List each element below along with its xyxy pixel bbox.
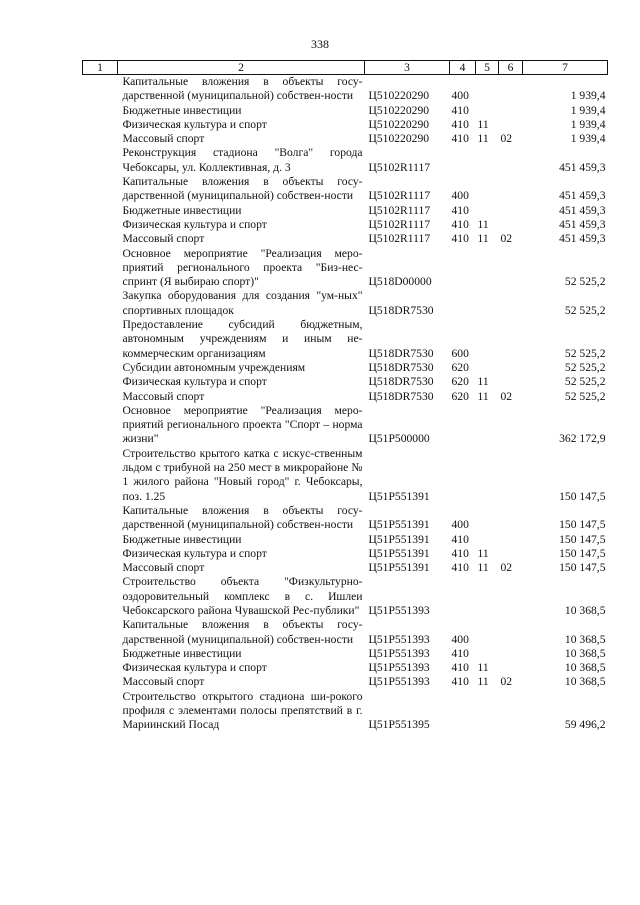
row-col-1 — [83, 289, 118, 318]
row-code: Ц5102R1117 — [368, 160, 431, 174]
row-code: Ц5102R1117 — [368, 203, 431, 217]
row-subsection — [499, 533, 523, 547]
row-code: Ц510220290 — [368, 89, 430, 103]
row-expense-type: 400 — [451, 189, 469, 203]
row-name: Строительство крытого катка с искус-ственным льдом с трибуной на 250 мест в микрорайоне № 1 жилого района "Новый город" г. Чебоксары, поз. 1.25 — [122, 446, 363, 503]
header-col-4: 4 — [450, 61, 476, 75]
table-row — [83, 675, 608, 689]
row-col-1 — [83, 247, 118, 290]
row-expense-type: 620 — [451, 389, 469, 403]
row-section — [476, 247, 499, 290]
row-name: Бюджетные инвестиции — [122, 646, 242, 660]
row-section — [476, 361, 499, 375]
row-section — [476, 104, 499, 118]
row-section: 11 — [477, 375, 489, 389]
row-expense-type: 410 — [451, 675, 469, 689]
row-section: 11 — [477, 546, 489, 560]
row-amount: 52 525,2 — [564, 360, 606, 374]
row-expense-type: 410 — [451, 546, 469, 560]
table-row — [83, 504, 608, 533]
row-code: Ц510220290 — [368, 103, 430, 117]
row-name: Основное мероприятие "Реализация меро-приятий регионального проекта "Биз-нес-спринт (Я выбираю спорт)" — [122, 246, 363, 289]
row-code: Ц51P551391 — [368, 518, 430, 532]
row-code: Ц51P551391 — [368, 489, 430, 503]
row-expense-type: 410 — [451, 661, 469, 675]
row-code: Ц51P551391 — [368, 546, 430, 560]
row-code: Ц51P551391 — [368, 561, 430, 575]
row-amount: 10 368,5 — [564, 603, 606, 617]
row-amount: 1 939,4 — [570, 103, 606, 117]
row-amount: 52 525,2 — [564, 346, 606, 360]
row-subsection: 02 — [500, 389, 513, 403]
row-col-1 — [83, 533, 118, 547]
row-name: Строительство объекта "Физкультурно-оздоровительный комплекс в с. Ишлеи Чебоксарского района Чувашской Рес-публики" — [122, 575, 363, 617]
row-section — [476, 647, 499, 661]
table-header-row — [83, 61, 608, 75]
row-subsection — [499, 146, 523, 175]
row-amount: 10 368,5 — [564, 646, 606, 660]
row-name: Массовый спорт — [122, 389, 205, 403]
row-expense-type — [450, 404, 476, 447]
row-amount: 150 147,5 — [559, 546, 606, 560]
row-amount: 10 368,5 — [564, 661, 606, 675]
row-code: Ц518DR7530 — [368, 360, 434, 374]
row-amount: 150 147,5 — [559, 518, 606, 532]
row-col-1 — [83, 204, 118, 218]
table-row — [83, 533, 608, 547]
row-amount: 1 939,4 — [570, 132, 606, 146]
row-section — [476, 175, 499, 204]
header-col-3: 3 — [365, 61, 450, 75]
row-section — [476, 618, 499, 647]
row-subsection: 02 — [500, 561, 513, 575]
row-amount: 451 459,3 — [559, 217, 606, 231]
row-amount: 150 147,5 — [559, 532, 606, 546]
row-code: Ц510220290 — [368, 117, 430, 131]
row-code: Ц5102R1117 — [368, 232, 431, 246]
row-expense-type: 410 — [451, 203, 469, 217]
row-name: Массовый спорт — [122, 675, 205, 689]
row-col-1 — [83, 675, 118, 689]
row-amount: 59 496,2 — [564, 718, 606, 732]
table-row — [83, 118, 608, 132]
row-subsection — [499, 218, 523, 232]
row-col-1 — [83, 118, 118, 132]
row-code: Ц51P551393 — [368, 675, 430, 689]
table-row — [83, 247, 608, 290]
row-col-1 — [83, 504, 118, 533]
row-col-1 — [83, 447, 118, 504]
row-code: Ц51P551393 — [368, 603, 430, 617]
row-subsection — [499, 289, 523, 318]
row-name: Физическая культура и спорт — [122, 375, 267, 389]
row-section: 11 — [477, 217, 489, 231]
row-expense-type: 410 — [451, 217, 469, 231]
row-col-1 — [83, 390, 118, 404]
table-row — [83, 132, 608, 146]
row-name: Капитальные вложения в объекты госу-дарственной (муниципальной) собствен-ности — [122, 75, 363, 103]
row-amount: 52 525,2 — [564, 303, 606, 317]
row-col-1 — [83, 318, 118, 361]
row-expense-type: 410 — [451, 646, 469, 660]
row-code: Ц51P500000 — [368, 432, 430, 446]
row-section — [476, 146, 499, 175]
row-name: Основное мероприятие "Реализация меро-приятий регионального проекта "Спорт – норма жизни" — [122, 403, 363, 446]
row-subsection — [499, 204, 523, 218]
row-col-1 — [83, 175, 118, 204]
table-row — [83, 289, 608, 318]
row-subsection — [499, 661, 523, 675]
page-number: 338 — [311, 37, 329, 51]
row-col-1 — [83, 361, 118, 375]
row-subsection — [499, 575, 523, 618]
table-row — [83, 104, 608, 118]
row-amount: 451 459,3 — [559, 232, 606, 246]
table-row — [83, 75, 608, 104]
header-col-5: 5 — [476, 61, 499, 75]
header-col-2: 2 — [118, 61, 365, 75]
row-col-1 — [83, 404, 118, 447]
row-section: 11 — [477, 117, 489, 131]
row-expense-type — [450, 146, 476, 175]
row-amount: 1 939,4 — [570, 117, 606, 131]
row-subsection — [499, 375, 523, 389]
row-expense-type: 410 — [451, 232, 469, 246]
row-amount: 1 939,4 — [570, 89, 606, 103]
row-subsection — [499, 447, 523, 504]
header-col-7: 7 — [523, 61, 608, 75]
row-col-1 — [83, 132, 118, 146]
row-expense-type — [450, 447, 476, 504]
row-code: Ц518DR7530 — [368, 346, 434, 360]
row-col-1 — [83, 618, 118, 647]
row-name: Массовый спорт — [122, 232, 205, 246]
row-col-1 — [83, 561, 118, 575]
row-name: Предоставление субсидий бюджетным, автономным учреждениям и иным не-коммерческим организациям — [122, 318, 363, 360]
row-name: Физическая культура и спорт — [122, 661, 267, 675]
row-amount: 362 172,9 — [559, 432, 606, 446]
row-subsection — [499, 247, 523, 290]
row-section — [476, 690, 499, 733]
row-col-1 — [83, 232, 118, 246]
table-row — [83, 547, 608, 561]
table-row — [83, 561, 608, 575]
row-amount: 52 525,2 — [564, 389, 606, 403]
row-name: Строительство открытого стадиона ши-рокого профиля с элементами полосы препятствий в г. Мариинский Посад — [122, 689, 363, 732]
table-row — [83, 647, 608, 661]
row-name: Закупка оборудования для создания "ум-ных" спортивных площадок — [122, 289, 363, 317]
row-col-1 — [83, 690, 118, 733]
row-name: Реконструкция стадиона "Волга" города Чебоксары, ул. Коллективная, д. 3 — [122, 146, 363, 174]
row-amount: 150 147,5 — [559, 561, 606, 575]
row-subsection — [499, 547, 523, 561]
table-row — [83, 447, 608, 504]
row-name: Физическая культура и спорт — [122, 117, 267, 131]
row-col-1 — [83, 547, 118, 561]
row-subsection: 02 — [500, 232, 513, 246]
row-section — [476, 504, 499, 533]
row-name: Физическая культура и спорт — [122, 217, 267, 231]
row-name: Массовый спорт — [122, 132, 205, 146]
table-row — [83, 404, 608, 447]
row-section — [476, 575, 499, 618]
row-name: Бюджетные инвестиции — [122, 103, 242, 117]
row-code: Ц5102R1117 — [368, 217, 431, 231]
row-amount: 52 525,2 — [564, 275, 606, 289]
row-expense-type: 400 — [451, 89, 469, 103]
row-name: Капитальные вложения в объекты госу-дарственной (муниципальной) собствен-ности — [122, 618, 363, 646]
row-code: Ц51P551395 — [368, 718, 430, 732]
row-code: Ц51P551393 — [368, 661, 430, 675]
row-section: 11 — [477, 132, 489, 146]
row-subsection — [499, 175, 523, 204]
row-subsection: 02 — [500, 675, 513, 689]
row-expense-type — [450, 690, 476, 733]
row-code: Ц51P551393 — [368, 632, 430, 646]
row-section: 11 — [477, 561, 489, 575]
row-code: Ц51P551393 — [368, 646, 430, 660]
row-name: Капитальные вложения в объекты госу-дарственной (муниципальной) собствен-ности — [122, 503, 363, 532]
table-row — [83, 232, 608, 246]
row-expense-type: 600 — [451, 346, 469, 360]
table-row — [83, 318, 608, 361]
row-code: Ц518DR7530 — [368, 375, 434, 389]
row-subsection — [499, 75, 523, 104]
table-row — [83, 361, 608, 375]
row-col-1 — [83, 75, 118, 104]
row-subsection — [499, 104, 523, 118]
row-subsection — [499, 618, 523, 647]
row-section — [476, 318, 499, 361]
row-section — [476, 404, 499, 447]
table-row — [83, 390, 608, 404]
row-subsection — [499, 690, 523, 733]
row-code: Ц51P551391 — [368, 532, 430, 546]
row-subsection — [499, 318, 523, 361]
row-subsection — [499, 118, 523, 132]
row-amount: 52 525,2 — [564, 375, 606, 389]
budget-table — [82, 60, 608, 733]
row-name: Капитальные вложения в объекты госу-дарственной (муниципальной) собствен-ности — [122, 175, 363, 203]
row-subsection — [499, 404, 523, 447]
row-subsection — [499, 361, 523, 375]
row-expense-type: 400 — [451, 518, 469, 532]
row-subsection: 02 — [500, 132, 513, 146]
row-section — [476, 75, 499, 104]
row-expense-type: 620 — [451, 360, 469, 374]
row-name: Физическая культура и спорт — [122, 546, 267, 560]
row-col-1 — [83, 218, 118, 232]
row-code: Ц5102R1117 — [368, 189, 431, 203]
header-col-6: 6 — [499, 61, 523, 75]
row-expense-type: 410 — [451, 117, 469, 131]
row-subsection — [499, 504, 523, 533]
row-code: Ц510220290 — [368, 132, 430, 146]
table-row — [83, 690, 608, 733]
row-amount: 451 459,3 — [559, 203, 606, 217]
row-code: Ц518DR7530 — [368, 389, 434, 403]
row-section — [476, 289, 499, 318]
row-name: Бюджетные инвестиции — [122, 203, 242, 217]
row-expense-type: 410 — [451, 532, 469, 546]
row-col-1 — [83, 146, 118, 175]
row-amount: 451 459,3 — [559, 189, 606, 203]
row-subsection — [499, 647, 523, 661]
table-row — [83, 618, 608, 647]
table-row — [83, 146, 608, 175]
row-section — [476, 204, 499, 218]
row-section — [476, 533, 499, 547]
row-expense-type: 400 — [451, 632, 469, 646]
row-expense-type: 620 — [451, 375, 469, 389]
row-code: Ц518D00000 — [368, 275, 432, 289]
row-col-1 — [83, 104, 118, 118]
row-code: Ц518DR7530 — [368, 303, 434, 317]
row-expense-type: 410 — [451, 561, 469, 575]
table-row — [83, 575, 608, 618]
row-expense-type: 410 — [451, 132, 469, 146]
row-expense-type — [450, 289, 476, 318]
row-col-1 — [83, 661, 118, 675]
table-row — [83, 175, 608, 204]
row-name: Субсидии автономным учреждениям — [122, 360, 306, 374]
row-section: 11 — [477, 675, 489, 689]
row-expense-type: 410 — [451, 103, 469, 117]
row-name: Массовый спорт — [122, 561, 205, 575]
row-expense-type — [450, 575, 476, 618]
row-amount: 150 147,5 — [559, 489, 606, 503]
row-section: 11 — [477, 661, 489, 675]
table-row — [83, 375, 608, 389]
row-section: 11 — [477, 389, 489, 403]
row-section: 11 — [477, 232, 489, 246]
row-name: Бюджетные инвестиции — [122, 532, 242, 546]
header-col-1: 1 — [83, 61, 118, 75]
table-row — [83, 218, 608, 232]
row-expense-type — [450, 247, 476, 290]
row-col-1 — [83, 375, 118, 389]
row-amount: 451 459,3 — [559, 160, 606, 174]
table-row — [83, 661, 608, 675]
row-amount: 10 368,5 — [564, 675, 606, 689]
table-row — [83, 204, 608, 218]
row-col-1 — [83, 647, 118, 661]
row-amount: 10 368,5 — [564, 632, 606, 646]
row-section — [476, 447, 499, 504]
row-col-1 — [83, 575, 118, 618]
